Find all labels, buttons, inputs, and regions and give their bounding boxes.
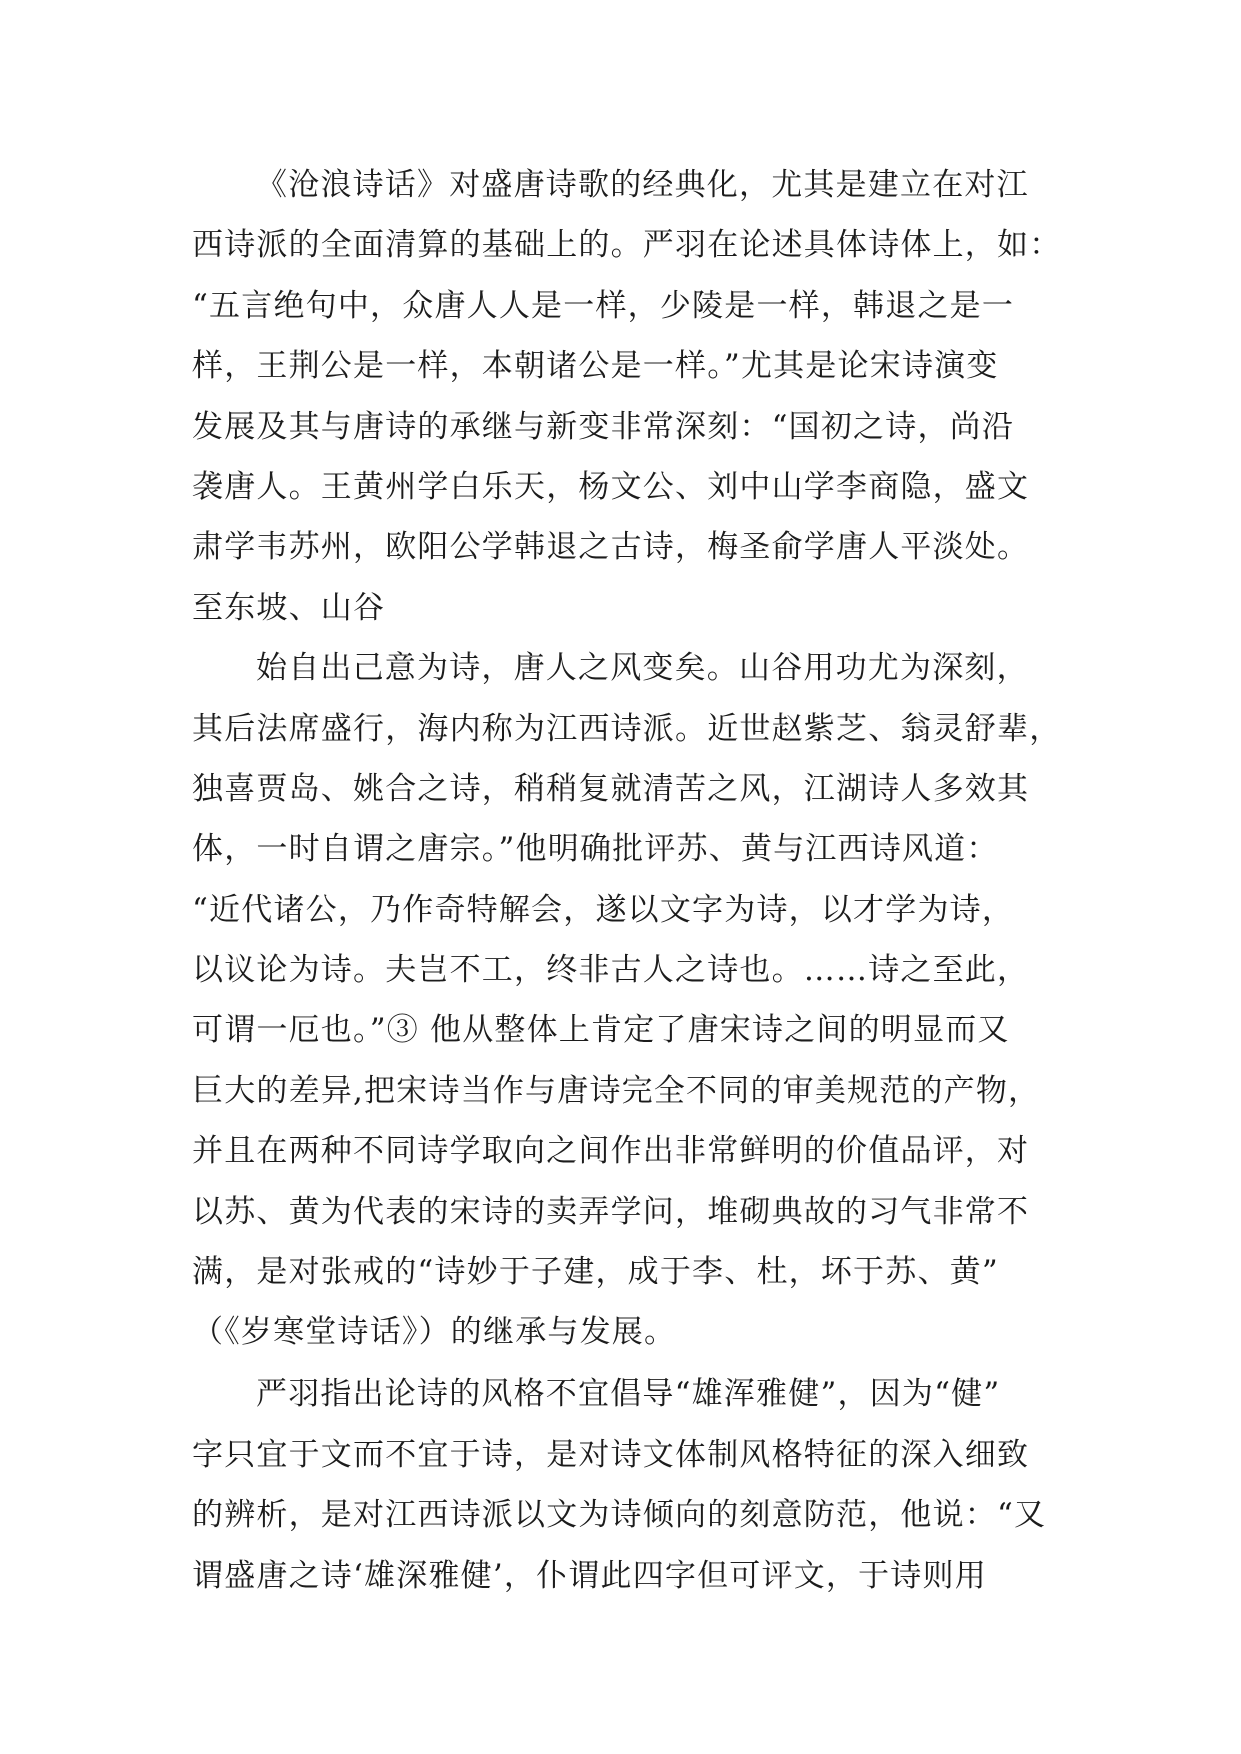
text-line: 其后法席盛行，海内称为江西诗派。近世赵紫芝、翁灵舒辈，	[192, 710, 1062, 747]
text-line: 西诗派的全面清算的基础上的。严羽在论述具体诗体上，如：	[192, 227, 1062, 264]
text-line: 满，是对张戒的“诗妙于子建，成于李、杜，坏于苏、黄”	[192, 1254, 999, 1291]
text-line: 发展及其与唐诗的承继与新变非常深刻：“国初之诗，尚沿	[192, 408, 1015, 445]
paragraph-3	[192, 1375, 1072, 1617]
text-line: 肃学韦苏州，欧阳公学韩退之古诗，梅圣俞学唐人平淡处。	[192, 529, 1030, 566]
paragraph-2	[192, 649, 1072, 1375]
text-line: 体，一时自谓之唐宗。”他明确批评苏、黄与江西诗风道：	[192, 831, 999, 868]
text-line: 以苏、黄为代表的宋诗的卖弄学问，堆砌典故的习气非常不	[192, 1193, 1030, 1230]
text-line: 可谓一厄也。”③ 他从整体上肯定了唐宋诗之间的明显而又	[192, 1012, 1010, 1049]
text-line: 样，王荆公是一样，本朝诸公是一样。”尤其是论宋诗演变	[192, 348, 999, 385]
text-line: 巨大的差异,把宋诗当作与唐诗完全不同的审美规范的产物，	[192, 1072, 1041, 1109]
text-line: 袭唐人。王黄州学白乐天，杨文公、刘中山学李商隐，盛文	[192, 468, 1030, 505]
body-text	[192, 166, 1072, 1617]
text-line: “近代诸公，乃作奇特解会，遂以文字为诗，以才学为诗，	[192, 891, 1015, 928]
text-line: 至东坡、山谷	[192, 589, 386, 626]
text-line: 《沧浪诗话》对盛唐诗歌的经典化，尤其是建立在对江	[256, 167, 1029, 203]
text-line: 独喜贾岛、姚合之诗，稍稍复就清苦之风，江湖诗人多效其	[192, 770, 1030, 807]
text-line: 始自出己意为诗，唐人之风变矣。山谷用功尤为深刻，	[256, 650, 1029, 687]
text-line: （《岁寒堂诗话》）的继承与发展。	[192, 1314, 677, 1351]
text-line: “五言绝句中，众唐人人是一样，少陵是一样，韩退之是一	[192, 287, 1015, 324]
text-line: 以议论为诗。夫岂不工，终非古人之诗也。……诗之至此，	[192, 952, 1030, 989]
text-line: 谓盛唐之诗‘雄深雅健’，仆谓此四字但可评文，于诗则用	[192, 1557, 987, 1594]
text-line: 严羽指出论诗的风格不宜倡导“雄浑雅健”，因为“健”	[256, 1376, 1001, 1413]
paragraph-1	[192, 166, 1072, 649]
text-line: 字只宜于文而不宜于诗，是对诗文体制风格特征的深入细致	[192, 1436, 1030, 1473]
text-line: 并且在两种不同诗学取向之间作出非常鲜明的价值品评，对	[192, 1133, 1030, 1170]
text-line: 的辨析，是对江西诗派以文为诗倾向的刻意防范，他说：“又	[192, 1497, 1047, 1534]
